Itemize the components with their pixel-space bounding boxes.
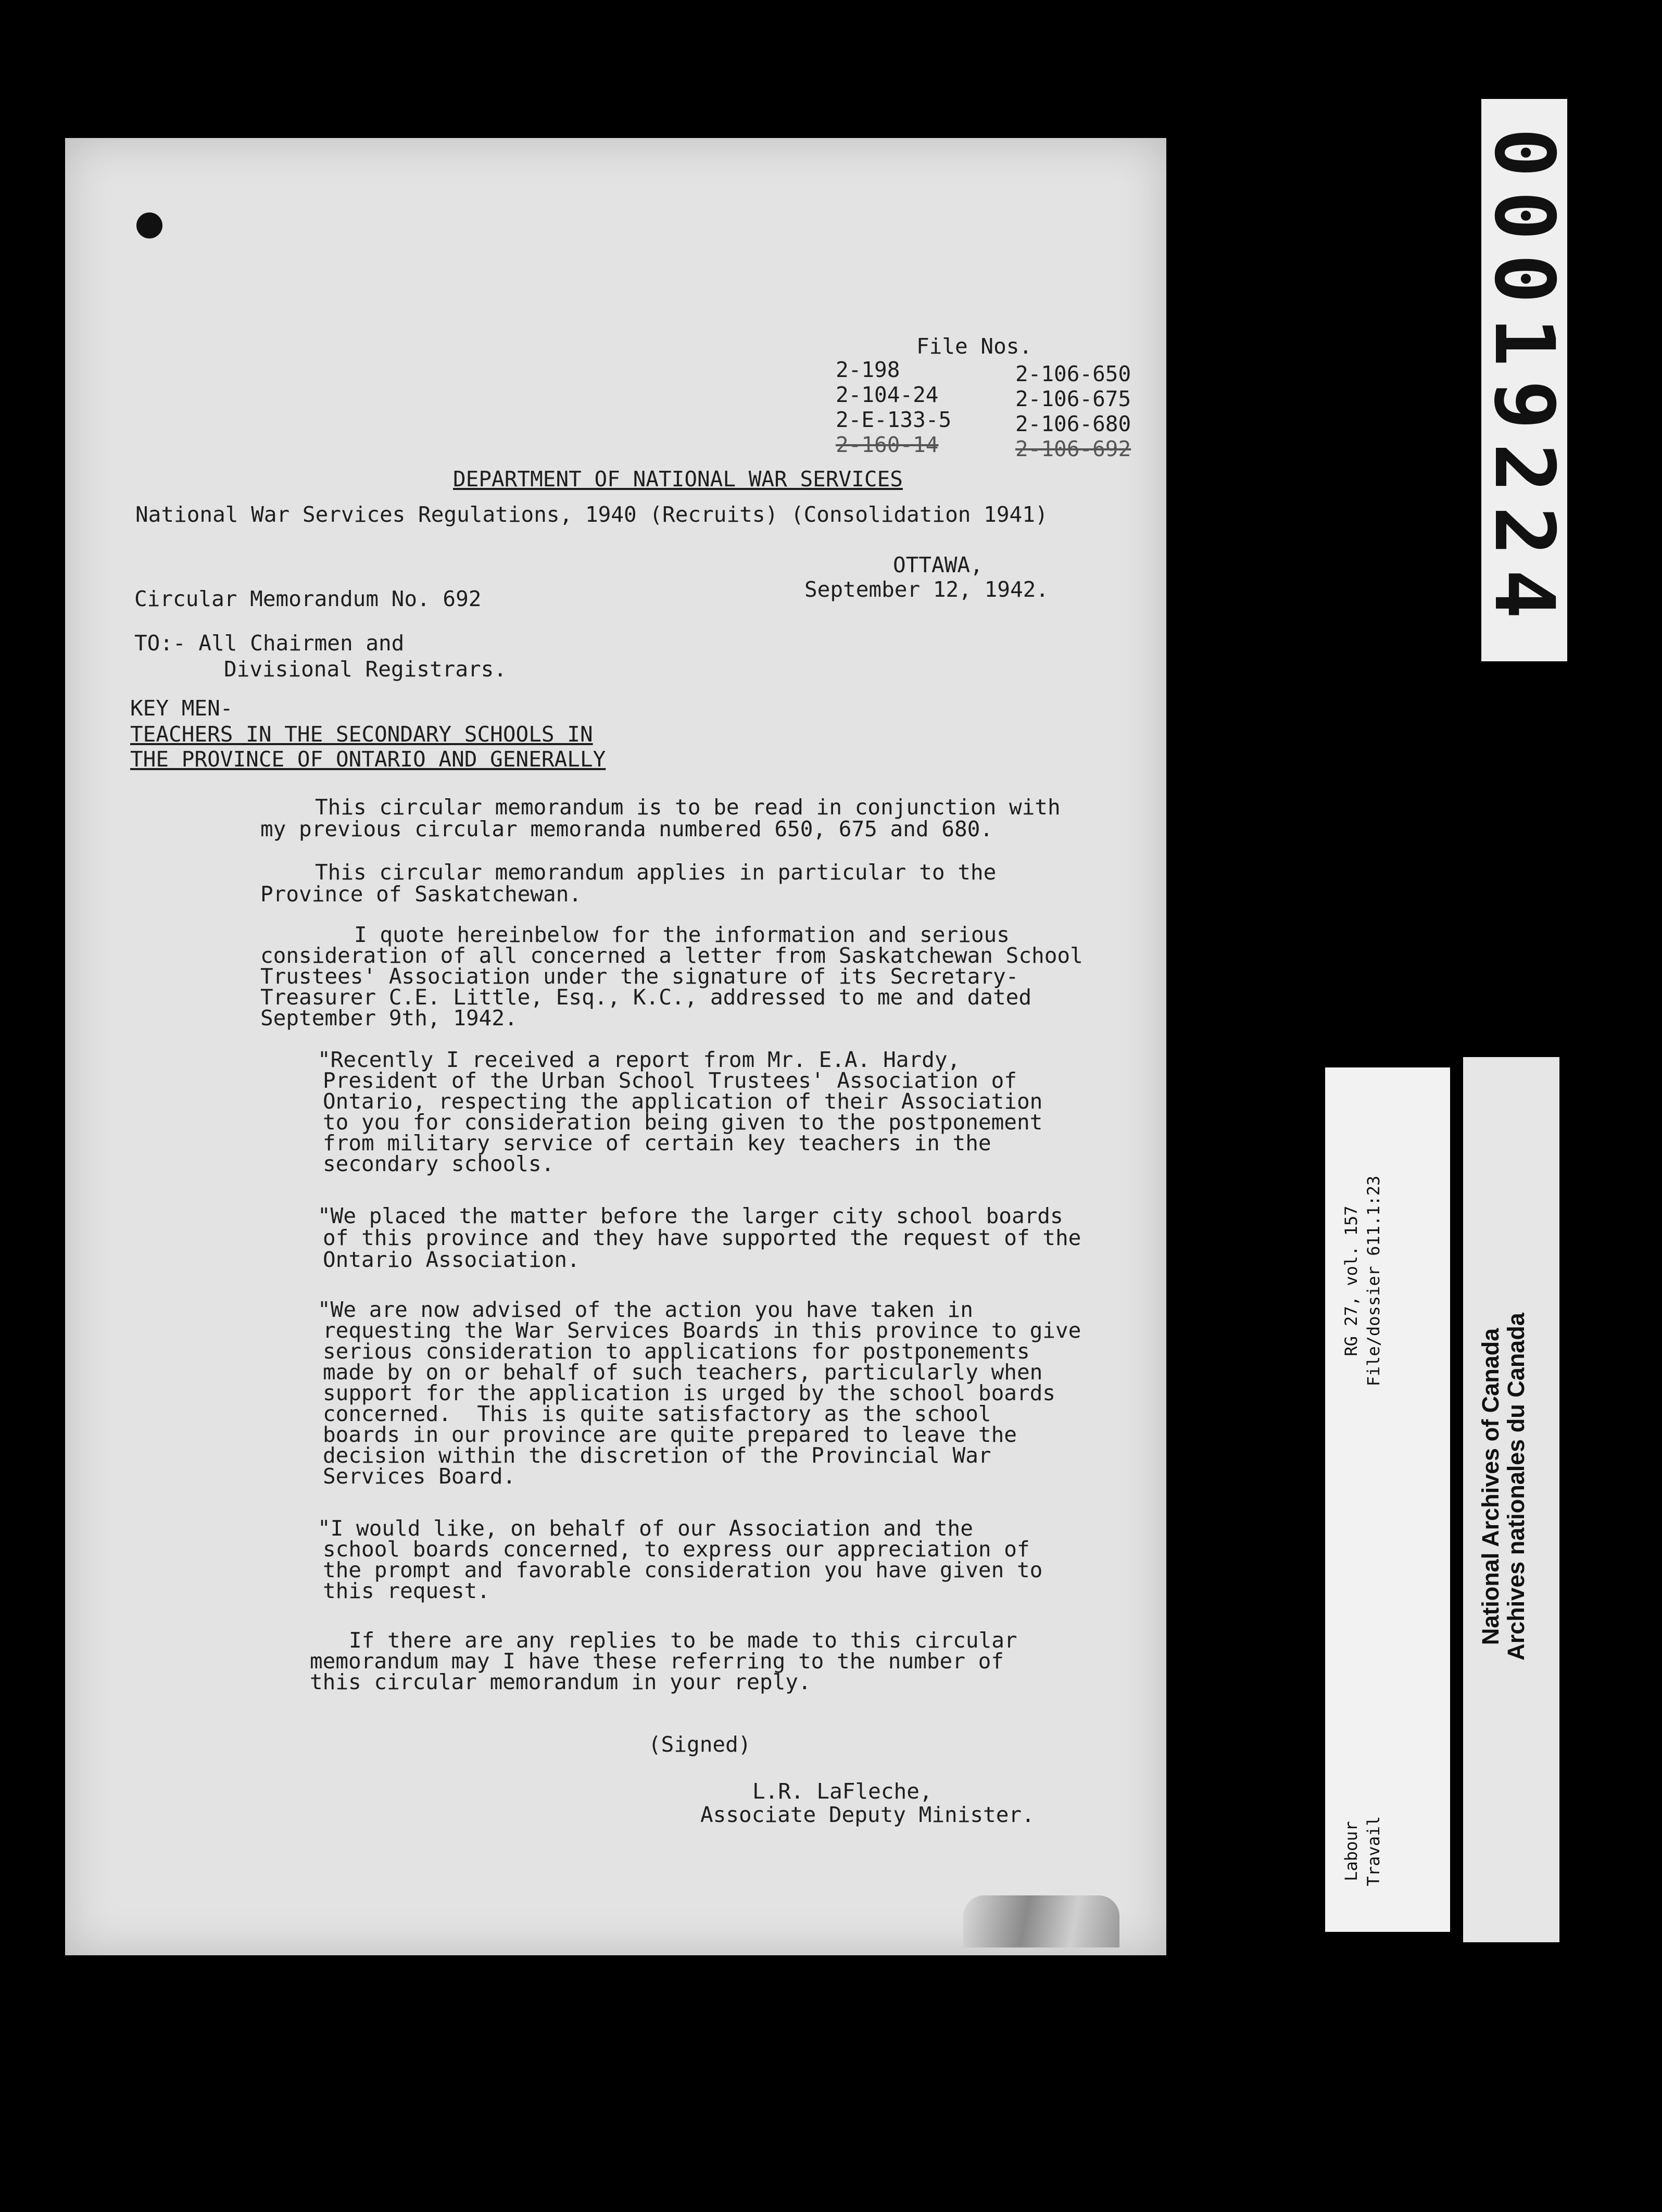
quote-line: Services Board.	[323, 1464, 516, 1489]
file-nos-heading: File Nos.	[916, 334, 1033, 359]
quote-line: this request.	[323, 1578, 490, 1603]
quote-line: decision within the discretion of the Provincial War	[323, 1443, 991, 1468]
department-heading: DEPARTMENT OF NATIONAL WAR SERVICES	[453, 467, 903, 492]
quote-line: "Recently I received a report from Mr. E.A. Hardy,	[318, 1047, 961, 1072]
body-line: If there are any replies to be made to this circular	[349, 1628, 1017, 1653]
body-line: memorandum may I have these referring to the number of	[310, 1649, 1004, 1674]
file-no: 2-E-133-5	[836, 407, 952, 432]
file-no: 2-104-24	[836, 382, 939, 407]
file-no-struck: 2-106-692	[1015, 436, 1131, 461]
body-line: This circular memorandum applies in particular to the	[315, 860, 997, 885]
quote-line: "We are now advised of the action you have taken in	[318, 1297, 973, 1322]
quote-line: of this province and they have supported the request of the	[323, 1225, 1081, 1250]
quote-line: requesting the War Services Boards in this province to give	[323, 1318, 1081, 1343]
body-line: September 9th, 1942.	[260, 1006, 518, 1030]
file-no-struck: 2-160-14	[836, 432, 939, 457]
to-line: Divisional Registrars.	[224, 657, 507, 682]
signed-note: (Signed)	[648, 1732, 751, 1757]
body-line: my previous circular memoranda numbered 650, 675 and 680.	[260, 816, 993, 841]
file-no: 2-106-675	[1015, 386, 1131, 411]
to-line: TO:- All Chairmen and	[134, 631, 405, 656]
quote-line: serious consideration to applications for postponements	[323, 1339, 1030, 1364]
file-no: 2-106-680	[1015, 411, 1131, 436]
body-line: I quote hereinbelow for the information and serious	[354, 922, 1010, 947]
subject-line: TEACHERS IN THE SECONDARY SCHOOLS IN	[130, 722, 593, 747]
quote-line: school boards concerned, to express our appreciation of	[323, 1537, 1030, 1562]
quote-line: concerned. This is quite satisfactory as the school	[323, 1401, 991, 1426]
signatory-name: L.R. LaFleche,	[752, 1779, 933, 1804]
body-line: This circular memorandum is to be read in conjunction with	[315, 795, 1061, 820]
quote-line: from military service of certain key teachers in the	[323, 1130, 991, 1155]
quote-line: to you for consideration being given to the postponement	[323, 1110, 1043, 1135]
quote-line: Ontario Association.	[323, 1247, 580, 1272]
quote-line: secondary schools.	[323, 1151, 555, 1176]
quote-line: "We placed the matter before the larger city school boards	[318, 1203, 1063, 1228]
quote-line: Ontario, respecting the application of their Association	[323, 1089, 1043, 1114]
body-line: Treasurer C.E. Little, Esq., K.C., addressed to me and dated	[260, 985, 1032, 1010]
quote-line: boards in our province are quite prepared to leave the	[323, 1422, 1017, 1447]
quote-line: support for the application is urged by the school boards	[323, 1380, 1055, 1405]
signatory-title: Associate Deputy Minister.	[700, 1802, 1035, 1827]
body-line: this circular memorandum in your reply.	[310, 1669, 811, 1694]
file-no: 2-106-650	[1015, 361, 1131, 386]
page-corner-fold	[963, 1895, 1119, 1947]
file-no: 2-198	[836, 357, 900, 382]
date-line: September 12, 1942.	[804, 577, 1049, 602]
body-line: consideration of all concerned a letter from Saskatchewan School	[260, 943, 1083, 968]
regulations-line: National War Services Regulations, 1940 (Recruits) (Consolidation 1941)	[135, 502, 1048, 527]
quote-line: "I would like, on behalf of our Association and the	[318, 1516, 973, 1541]
subject-line: KEY MEN-	[130, 696, 233, 721]
punch-hole	[136, 212, 162, 238]
quote-line: President of the Urban School Trustees' Association of	[323, 1068, 1017, 1093]
body-line: Trustees' Association under the signature of its Secretary-	[260, 964, 1019, 989]
body-line: Province of Saskatchewan.	[260, 882, 582, 907]
place-line: OTTAWA,	[893, 552, 983, 577]
archive-reference-tab	[1325, 1067, 1450, 1932]
subject-line: THE PROVINCE OF ONTARIO AND GENERALLY	[130, 747, 606, 772]
quote-line: the prompt and favorable consideration you have given to	[323, 1557, 1043, 1582]
quote-line: made by on or behalf of such teachers, particularly when	[323, 1360, 1043, 1385]
circular-number: Circular Memorandum No. 692	[134, 586, 482, 611]
